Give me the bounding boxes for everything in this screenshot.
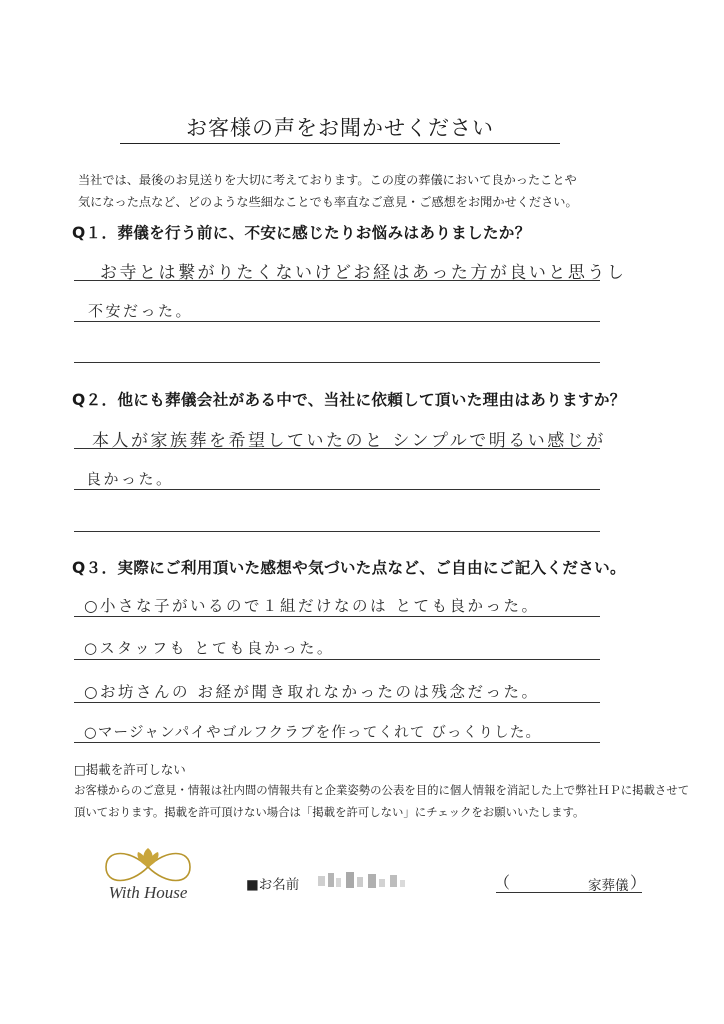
question-3-label: Q３．実際にご利用頂いた感想や気づいた点など、ご自由にご記入ください。 xyxy=(72,559,626,577)
infinity-flower-icon xyxy=(78,845,218,905)
answer-rule xyxy=(74,659,600,660)
answer-rule xyxy=(74,448,600,449)
answer-1-line-1: お寺とは繋がりたくないけどお経はあった方が良いと思うし xyxy=(100,263,627,283)
answer-3-line-2: ○スタッフも とても良かった。 xyxy=(84,639,335,657)
intro-line-2: 気になった点など、どのような些細なことでも率直なご意見・ご感想をお聞かせください。 xyxy=(78,195,578,209)
page-title: お客様の声をお聞かせください xyxy=(186,116,494,140)
answer-rule xyxy=(74,702,600,703)
paren-close: ） xyxy=(630,873,647,892)
name-field-label: ■お名前 xyxy=(246,877,300,893)
funeral-type-rule xyxy=(496,892,642,893)
answer-rule xyxy=(74,321,600,322)
answer-rule xyxy=(74,489,600,490)
publish-consent-checkbox[interactable]: □掲載を許可しない xyxy=(74,762,186,777)
question-1-label: Q１．葬儀を行う前に、不安に感じたりお悩みはありましたか？ xyxy=(72,224,531,242)
answer-3-line-3: ○お坊さんの お経が聞き取れなかったのは残念だった。 xyxy=(84,683,540,701)
redacted-name xyxy=(316,870,408,892)
question-2-label: Q２．他にも葬儀会社がある中で、当社に依頼して頂いた理由はありますか？ xyxy=(72,391,626,409)
answer-3-line-1: ○小さな子がいるので１組だけなのは とても良かった。 xyxy=(84,597,540,615)
answer-3-line-4: ○マージャンパイやゴルフクラブを作ってくれて びっくりした。 xyxy=(84,725,542,741)
answer-rule xyxy=(74,616,600,617)
answer-2-line-2: 良かった。 xyxy=(86,470,174,488)
paren-open: （ xyxy=(494,873,511,892)
title-underline xyxy=(120,143,560,144)
logo-text: With House xyxy=(108,883,188,902)
answer-1-line-2: 不安だった。 xyxy=(88,302,194,320)
answer-rule xyxy=(74,280,600,281)
consent-note-line-2: 頂いております。掲載を許可頂けない場合は「掲載を許可しない」にチェックをお願いいたします。 xyxy=(74,805,585,819)
consent-note-line-1: お客様からのご意見・情報は社内間の情報共有と企業姿勢の公表を目的に個人情報を消記した上で弊社ＨＰに掲載させて xyxy=(74,783,690,797)
funeral-type-label: 家葬儀 xyxy=(588,878,629,894)
with-house-logo xyxy=(78,845,218,905)
intro-line-1: 当社では、最後のお見送りを大切に考えております。この度の葬儀において良かったことや xyxy=(78,173,577,187)
answer-rule xyxy=(74,742,600,743)
answer-rule xyxy=(74,362,600,363)
answer-2-line-1: 本人が家族葬を希望していたのと シンプルで明るい感じが xyxy=(92,431,606,451)
answer-rule xyxy=(74,531,600,532)
